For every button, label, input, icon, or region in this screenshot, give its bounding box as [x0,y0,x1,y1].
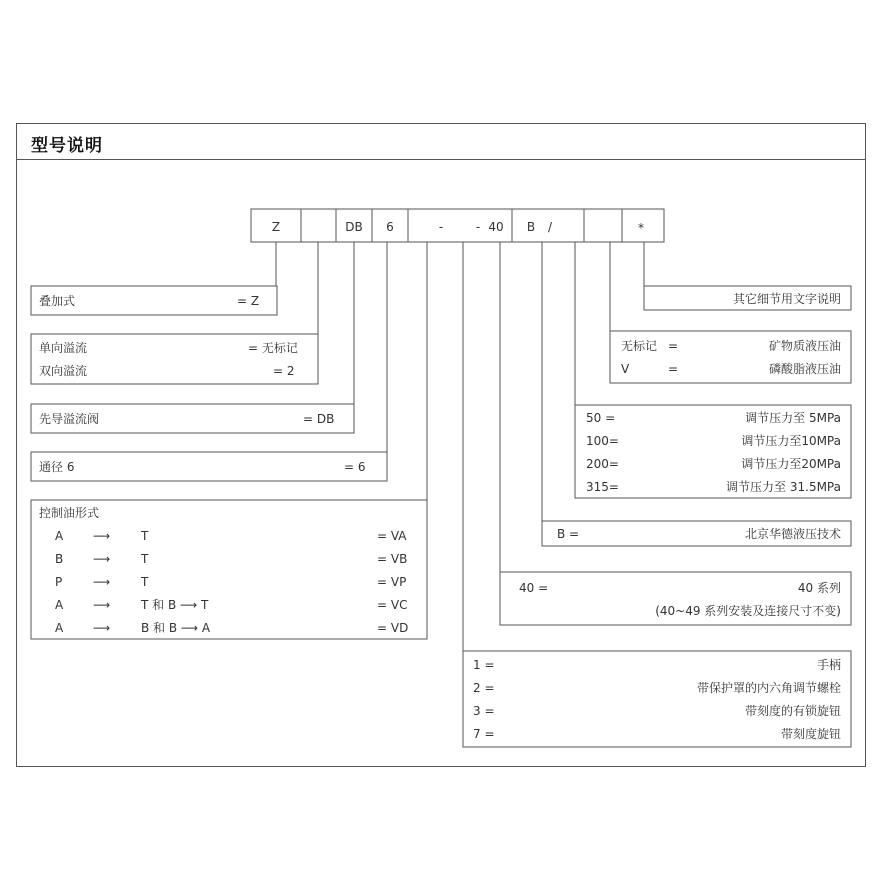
control-to-5: B 和 B ⟶ A [141,621,211,635]
control-to-1: T [141,529,149,543]
code-cell-3: DB [345,220,363,234]
control-from-5: A [55,621,64,635]
control-eq-4: = VC [377,598,408,612]
pressure-code-2: 100= [586,434,619,448]
flow-eq-1: = 无标记 [248,341,298,355]
oil-code-2: V [621,362,630,376]
pressure-code-4: 315= [586,480,619,494]
control-eq-2: = VB [377,552,408,566]
series-desc: 40 系列 [797,581,841,595]
code-box-2 [301,209,336,242]
size-eq: = 6 [344,460,366,474]
brand-desc: 北京华德液压技术 [744,527,841,541]
pressure-desc-2: 调节压力至10MPa [741,434,841,448]
adjust-desc-1: 手柄 [816,658,841,672]
adjust-desc-2: 带保护罩的内六角调节螺栓 [696,681,841,695]
code-separator-1: - [438,220,444,234]
flow-label-2: 双向溢流 [39,364,88,378]
code-cell-11: * [638,221,644,235]
control-eq-1: = VA [377,529,407,543]
control-arrow-2: ⟶ [93,552,111,566]
adjust-code-2: 2 = [473,681,495,695]
oil-desc-1: 矿物质液压油 [768,339,841,353]
series-note: (40~49 系列安装及连接尺寸不变) [655,604,841,618]
adjust-desc-3: 带刻度的有锁旋钮 [744,704,841,718]
control-from-1: A [55,529,64,543]
oil-eq-1: = [668,339,679,353]
control-arrow-1: ⟶ [93,529,111,543]
oil-code-1: 无标记 [621,339,658,353]
pilot-eq: = DB [303,412,335,426]
flow-label-1: 单向溢流 [39,341,88,355]
control-to-4: T 和 B ⟶ T [141,598,209,612]
control-title: 控制油形式 [39,506,100,520]
box-control [31,500,427,639]
control-from-3: P [55,575,63,589]
pressure-code-1: 50 = [586,411,616,425]
other-text: 其它细节用文字说明 [732,292,841,306]
code-separator-2: - [475,220,481,234]
oil-desc-2: 磷酸脂液压油 [768,362,841,376]
code-separator-3: / [547,220,553,234]
page-title: 型号说明 [31,136,103,156]
control-arrow-4: ⟶ [93,598,111,612]
oil-eq-2: = [668,362,679,376]
control-arrow-5: ⟶ [93,621,111,635]
control-from-4: A [55,598,64,612]
adjust-desc-4: 带刻度旋钮 [780,727,841,741]
brand-code: B = [557,527,580,541]
pilot-label: 先导溢流阀 [39,412,100,426]
pressure-desc-4: 调节压力至 31.5MPa [726,480,841,494]
control-eq-5: = VD [377,621,409,635]
flow-eq-2: = 2 [273,364,295,378]
stack-eq: = Z [237,294,260,308]
code-cell-8: B [526,220,536,234]
adjust-code-1: 1 = [473,658,495,672]
pressure-desc-1: 调节压力至 5MPa [745,411,841,425]
adjust-code-4: 7 = [473,727,495,741]
control-to-3: T [141,575,149,589]
code-cell-7: 40 [488,220,504,234]
size-label: 通径 6 [39,460,75,474]
adjust-code-3: 3 = [473,704,495,718]
pressure-code-3: 200= [586,457,619,471]
code-cell-4: 6 [386,220,394,234]
series-code: 40 = [519,581,549,595]
code-cell-1: Z [271,220,281,234]
control-to-2: T [141,552,149,566]
control-from-2: B [55,552,64,566]
pressure-desc-3: 调节压力至20MPa [741,457,841,471]
box-size [31,452,387,481]
control-eq-3: = VP [377,575,407,589]
stack-label: 叠加式 [39,294,76,308]
control-arrow-3: ⟶ [93,575,111,589]
code-box-7 [584,209,622,242]
